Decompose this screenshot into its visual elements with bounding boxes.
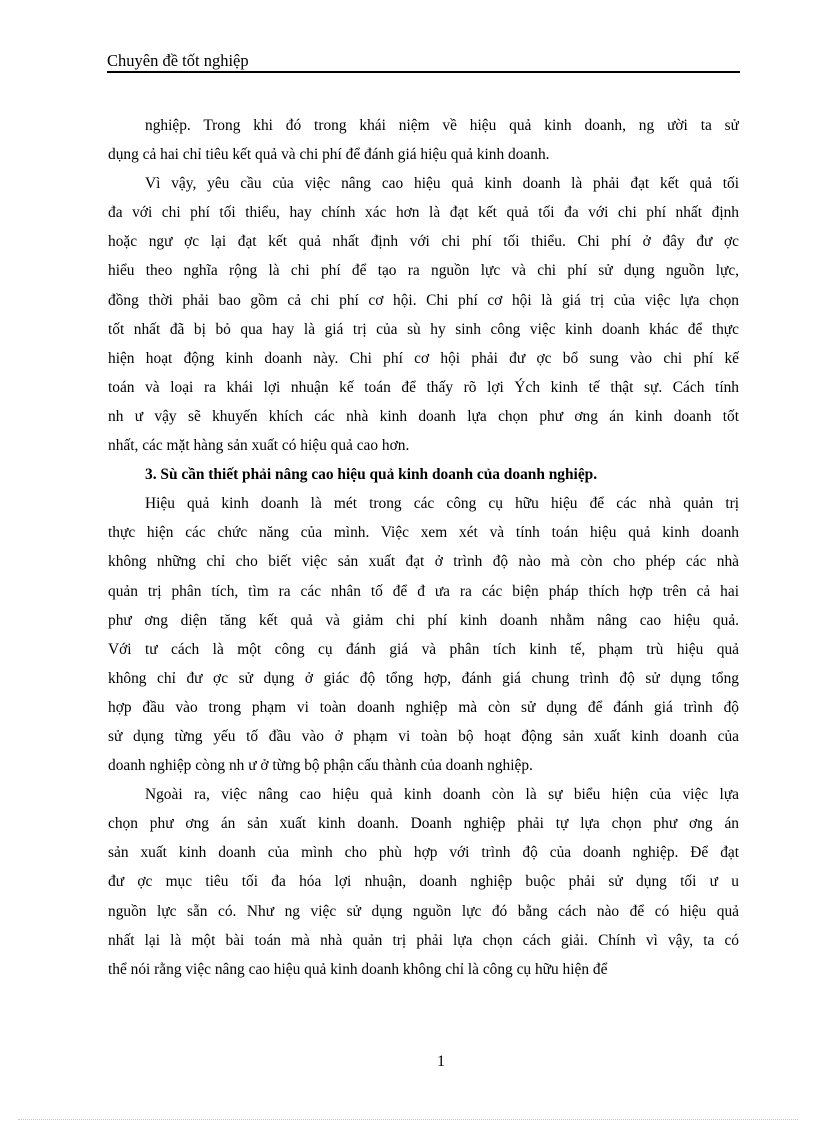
- text-line: đa với chi phí tối thiểu, hay chính xác hơn là đạt kết quả tối đa với chi phí nhất định: [108, 204, 739, 222]
- text-line: đồng thời phải bao gồm cả chi phí cơ hội. Chi phí cơ hội là giá trị của việc lựa chọn: [108, 291, 739, 309]
- text-line: nguồn lực sẵn có. Như ng việc sử dụng nguồn lực đó bằng cách nào để có hiệu quả: [108, 902, 739, 920]
- text-line: hiểu theo nghĩa rộng là chi phí để tạo ra nguồn lực và chi phí sử dụng nguồn lực,: [108, 262, 739, 280]
- text-line: sản xuất kinh doanh của mình cho phù hợp với trình độ của doanh nghiệp. Để đạt: [108, 844, 739, 862]
- text-line: thực hiện các chức năng của mình. Việc xem xét và tính toán hiệu quả kinh doanh: [108, 524, 739, 542]
- text-line: Ngoài ra, việc nâng cao hiệu quả kinh doanh còn là sự biểu hiện của việc lựa: [145, 786, 739, 804]
- text-line: thể nói rằng việc nâng cao hiệu quả kinh doanh không chỉ là công cụ hữu hiện để: [108, 960, 608, 978]
- text-line: đư ợc mục tiêu tối đa hóa lợi nhuận, doanh nghiệp buộc phải sử dụng tối ư u: [108, 873, 739, 891]
- text-line: nhất lại là một bài toán mà nhà quản trị phải lựa chọn cách giải. Chính vì vậy, ta có: [108, 931, 739, 949]
- text-line: nhất, các mặt hàng sản xuất có hiệu quả cao hơn.: [108, 437, 410, 455]
- text-line: quản trị phân tích, tìm ra các nhân tố để đ ưa ra các biện pháp thích hợp trên cả hai: [108, 582, 739, 600]
- text-line: nh ư vậy sẽ khuyến khích các nhà kinh doanh lựa chọn phư ơng án kinh doanh tốt: [108, 407, 739, 425]
- text-line: tốt nhất đã bị bỏ qua hay là giá trị của sù hy sinh công việc kinh doanh khác để thực: [108, 320, 739, 338]
- header-title: Chuyên đề tốt nghiệp: [107, 51, 249, 70]
- text-line: hoặc ngư ợc lại đạt kết quả nhất định với chi phí tối thiểu. Chi phí ở đây đư ợc: [108, 233, 739, 251]
- text-line: sử dụng từng yếu tố đầu vào ở phạm vi toàn bộ hoạt động sản xuất kinh doanh của: [108, 727, 739, 745]
- text-line: Hiệu quả kinh doanh là mét trong các công cụ hữu hiệu để các nhà quản trị: [145, 495, 739, 513]
- text-line: hợp đầu vào trong phạm vi toàn doanh nghiệp mà còn sử dụng để đánh giá trình độ: [108, 698, 739, 716]
- text-line: Vì vậy, yêu cầu của việc nâng cao hiệu quả kinh doanh là phải đạt kết quả tối: [145, 175, 739, 193]
- text-line: không chỉ đư ợc sử dụng ở giác độ tổng hợp, đánh giá chung trình độ sử dụng tổng: [108, 669, 739, 687]
- text-line: nghiệp. Trong khi đó trong khái niệm về hiệu quả kinh doanh, ng ười ta sử: [145, 117, 739, 134]
- section-heading: 3. Sù cần thiết phải nâng cao hiệu quả kinh doanh của doanh nghiệp.: [145, 466, 598, 484]
- page-header: [107, 49, 740, 73]
- document-body: [108, 111, 739, 984]
- text-line: doanh nghiệp còng nh ư ở từng bộ phận cấu thành của doanh nghiệp.: [108, 757, 533, 775]
- text-line: phư ơng diện tăng kết quả và giảm chi phí kinh doanh nhằm nâng cao hiệu quả.: [108, 611, 739, 629]
- text-line: chọn phư ơng án sản xuất kinh doanh. Doanh nghiệp phải tự lựa chọn phư ơng án: [108, 815, 739, 833]
- page-bottom-border: [18, 1119, 798, 1120]
- page-number: 1: [437, 1053, 445, 1070]
- text-line: Với tư cách là một công cụ đánh giá và phân tích kinh tế, phạm trù hiệu quả: [108, 640, 739, 658]
- text-line: hiện hoạt động kinh doanh này. Chi phí cơ hội phải đư ợc bổ sung vào chi phí kế: [108, 349, 739, 367]
- text-line: không những chỉ cho biết việc sản xuất đạt ở trình độ nào mà còn cho phép các nhà: [108, 553, 739, 571]
- text-line: dụng cả hai chỉ tiêu kết quả và chi phí để đánh giá hiệu quả kinh doanh.: [108, 146, 550, 164]
- text-line: toán và loại ra khái lợi nhuận kế toán để thấy rõ lợi Ých kinh tế thật sự. Cách tính: [108, 378, 739, 396]
